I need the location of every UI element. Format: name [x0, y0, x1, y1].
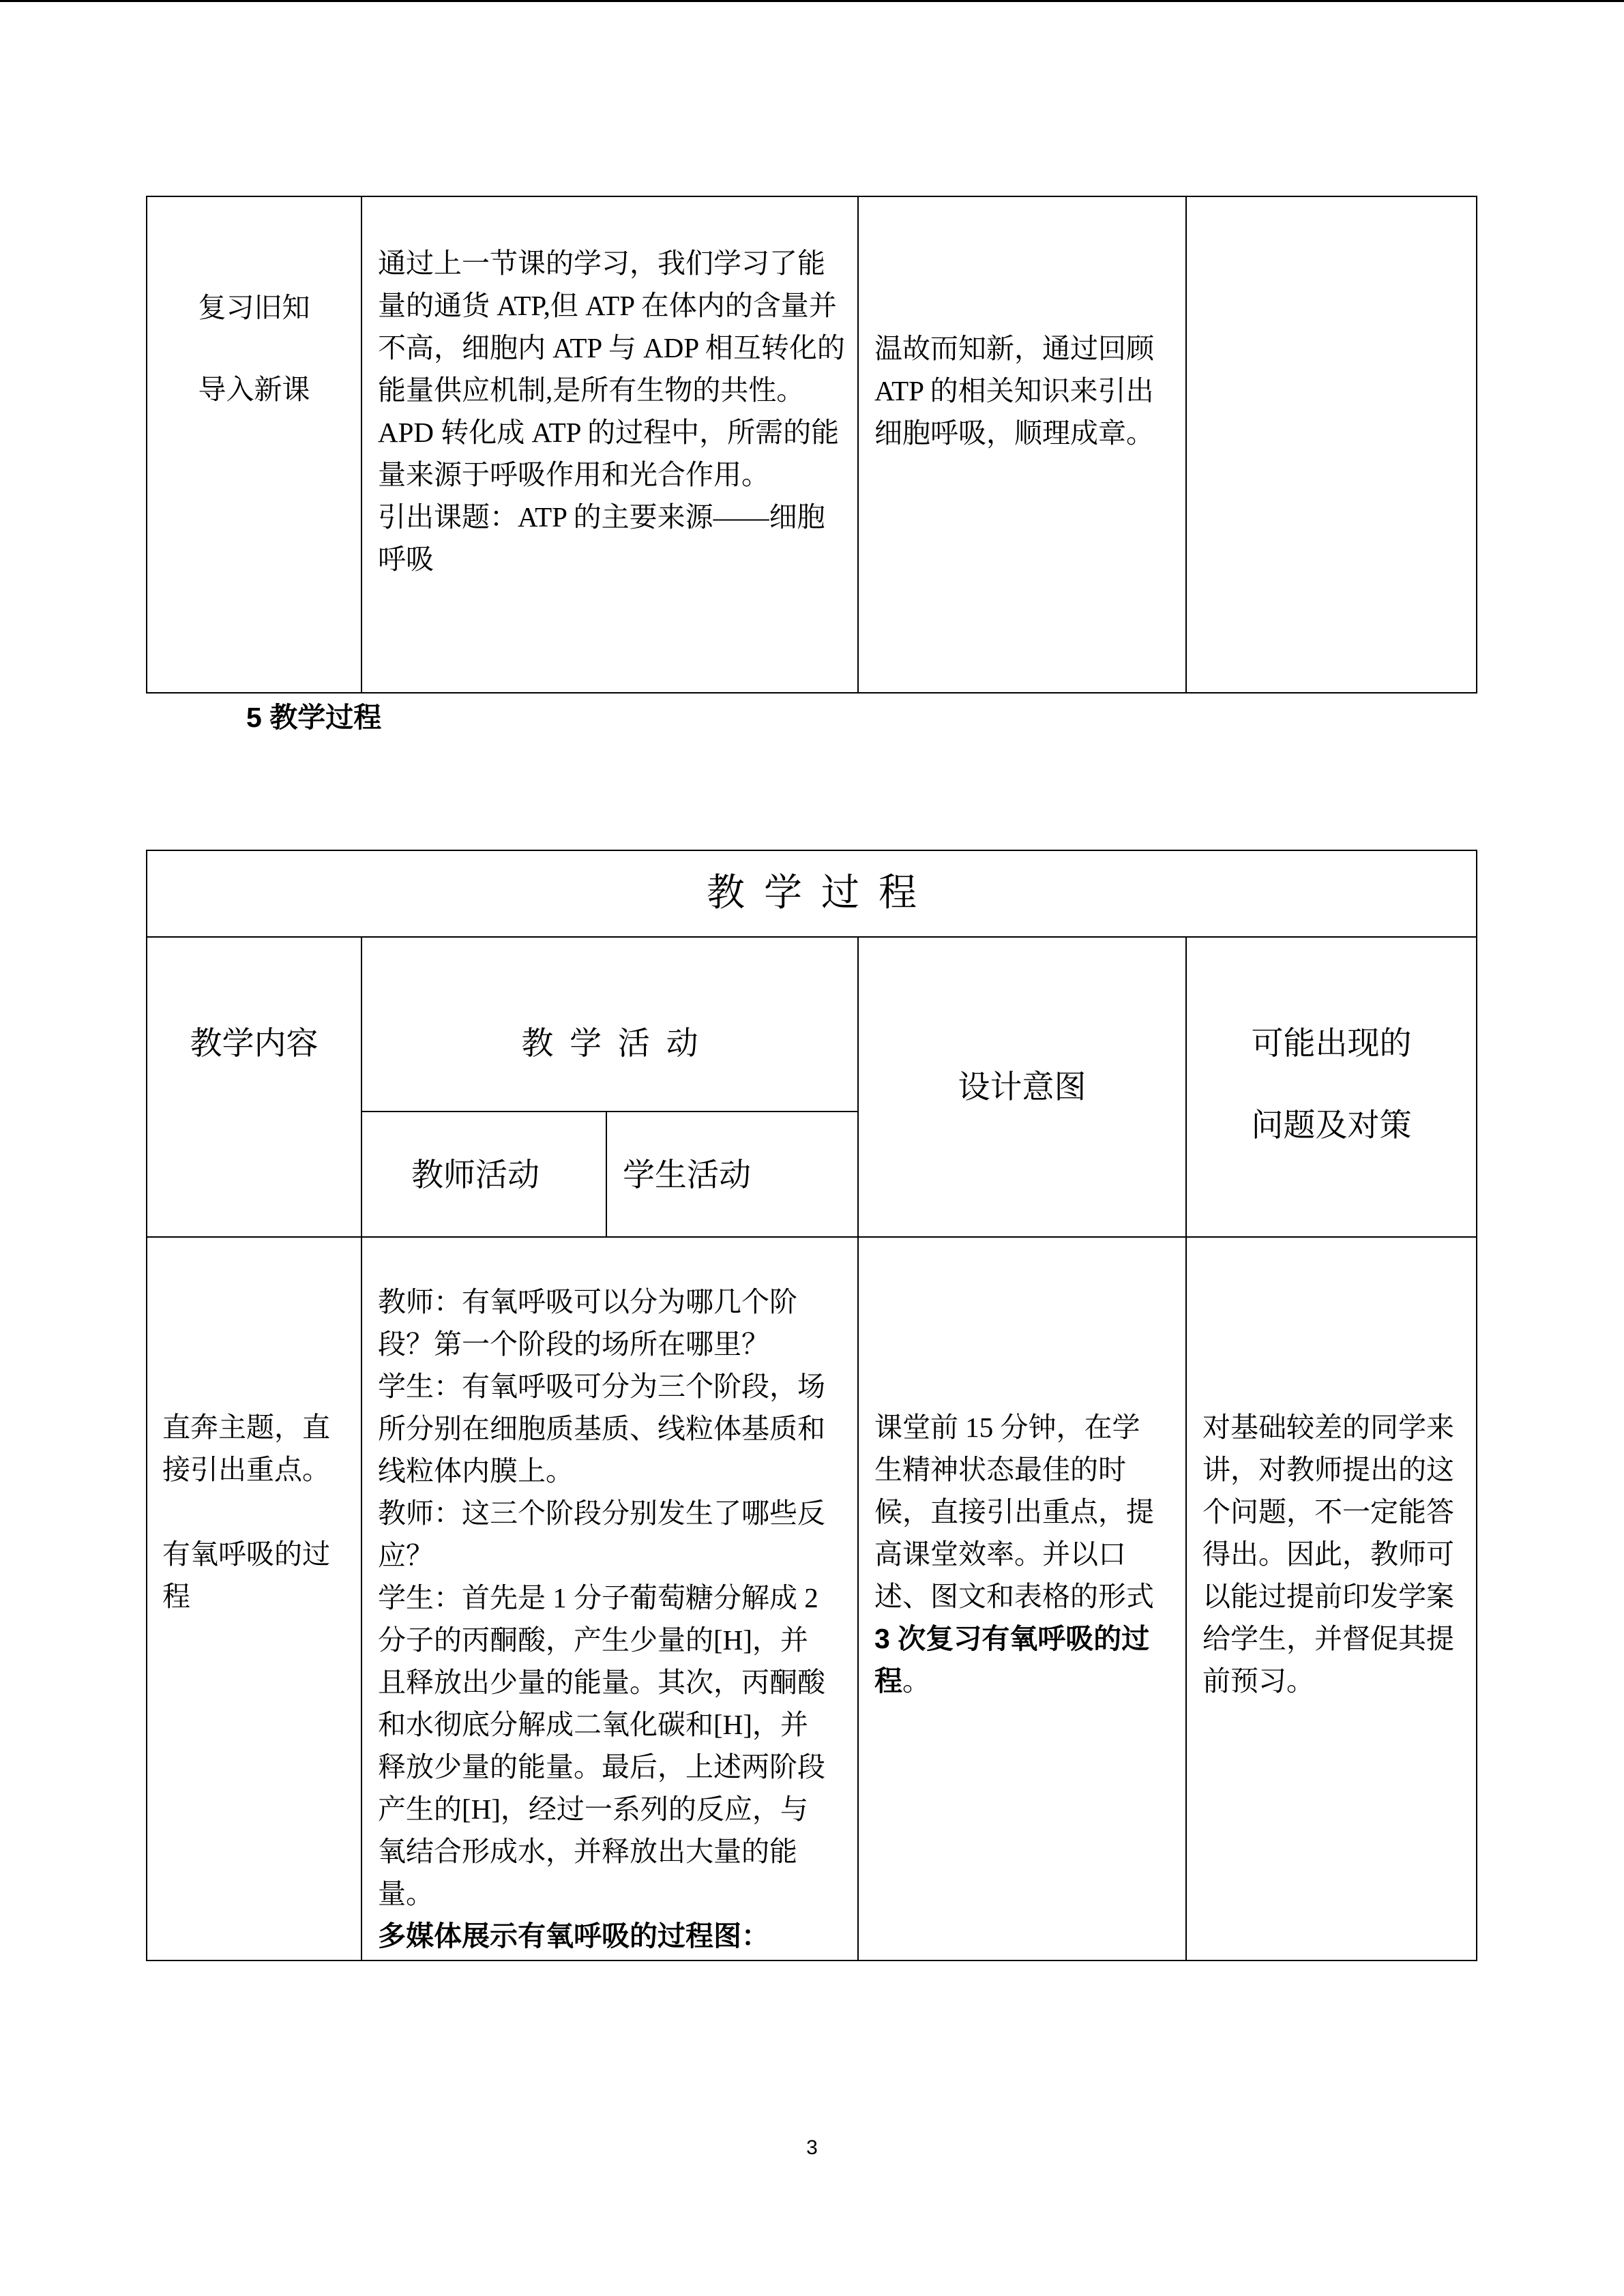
- bold-fragment: 程: [874, 1665, 902, 1697]
- header-student-activity: 学生活动: [623, 1158, 751, 1193]
- text-line: 通过上一节课的学习，我们学习了能: [378, 248, 825, 279]
- table1-col-divider: [1185, 196, 1187, 694]
- table1-left-border: [146, 196, 147, 694]
- text-line: 段？第一个阶段的场所在哪里？: [378, 1328, 769, 1360]
- table1-col-divider: [857, 196, 859, 694]
- text-line: 直奔主题，直: [162, 1412, 330, 1443]
- text-line: 得出。因此，教师可: [1202, 1538, 1454, 1570]
- blank-line: [162, 1491, 330, 1533]
- table2-left-border: [146, 850, 147, 1961]
- table2-subheader-divider: [361, 1111, 859, 1112]
- text-line: 教师：这三个阶段分别发生了哪些反: [378, 1497, 825, 1529]
- text-line: 能量供应机制,是所有生物的共性。: [378, 374, 805, 406]
- text-line: [874, 1660, 1154, 1702]
- page-top-rule: [0, 0, 1624, 2]
- text-line: ATP 的相关知识来引出: [874, 375, 1154, 406]
- table1-right-border: [1476, 196, 1477, 694]
- table1-top-border: [146, 196, 1477, 197]
- section-heading: 5 教学过程: [246, 702, 382, 733]
- table2-row-divider: [146, 1236, 1477, 1238]
- text-line: 对基础较差的同学来: [1202, 1412, 1454, 1443]
- table2-col-divider: [1185, 936, 1187, 1961]
- row-content-cell: [162, 1406, 330, 1617]
- row-activity-cell: [378, 1281, 825, 1957]
- header-design-intent: 设计意图: [958, 1070, 1087, 1105]
- text-line: 个问题，不一定能答: [1202, 1496, 1454, 1527]
- text-line: 高课堂效率。并以口: [874, 1538, 1126, 1570]
- table2-col-divider: [361, 936, 362, 1961]
- text-line: 量。: [378, 1878, 434, 1909]
- text-line: 分子的丙酮酸，产生少量的[H]，并: [378, 1624, 808, 1656]
- text-line: 程: [162, 1581, 190, 1612]
- text-line: 和水彻底分解成二氧化碳和[H]，并: [378, 1709, 808, 1740]
- table1-bottom-border: [146, 692, 1477, 694]
- text-line: 产生的[H]，经过一系列的反应，与: [378, 1793, 808, 1825]
- text-line: 温故而知新，通过回顾: [874, 333, 1154, 364]
- text-line: 学生：有氧呼吸可分为三个阶段，场: [378, 1371, 825, 1402]
- text-line: 接引出重点。: [162, 1454, 330, 1485]
- text-line: 以能过提前印发学案: [1202, 1581, 1454, 1612]
- text-line: 引出课题：ATP 的主要来源——细胞: [378, 501, 825, 533]
- text-line: 讲，对教师提出的这: [1202, 1454, 1454, 1485]
- text-line: 前预习。: [1202, 1665, 1314, 1697]
- text-line: 且释放出少量的能量。其次，丙酮酸: [378, 1667, 825, 1698]
- table1-content-line: 导入新课: [198, 374, 310, 405]
- text-line: 有氧呼吸的过: [162, 1538, 330, 1570]
- text-line: 给学生，并督促其提: [1202, 1623, 1454, 1654]
- text-line: 线粒体内膜上。: [378, 1455, 574, 1487]
- text-line: APD 转化成 ATP 的过程中，所需的能: [378, 417, 840, 448]
- text-line: 所分别在细胞质基质、线粒体基质和: [378, 1413, 825, 1444]
- text-line: 述、图文和表格的形式: [874, 1581, 1154, 1612]
- text-line: 量来源于呼吸作用和光合作用。: [378, 459, 769, 490]
- header-problems-line: 问题及对策: [1251, 1108, 1412, 1144]
- text-line: 释放少量的能量。最后，上述两阶段: [378, 1751, 825, 1783]
- header-content: 教学内容: [190, 1026, 319, 1062]
- text-line-bold: 3 次复习有氧呼吸的过: [874, 1623, 1150, 1654]
- text-line: 教师：有氧呼吸可以分为哪几个阶: [378, 1286, 797, 1317]
- header-activity: 教 学 活 动: [521, 1026, 698, 1062]
- table2-right-border: [1476, 850, 1477, 1961]
- text-line: 学生：首先是 1 分子葡萄糖分解成 2: [378, 1582, 818, 1613]
- text-line: 氧结合形成水，并释放出大量的能: [378, 1836, 797, 1867]
- table2-row-divider: [146, 936, 1477, 938]
- table1-col-divider: [361, 196, 362, 694]
- table2-top-border: [146, 850, 1477, 851]
- table2-bottom-border: [146, 1960, 1477, 1961]
- header-problems-line: 可能出现的: [1251, 1026, 1412, 1062]
- text-line: 呼吸: [378, 543, 434, 575]
- row-problems-cell: [1202, 1406, 1454, 1702]
- multimedia-caption: 多媒体展示有氧呼吸的过程图：: [378, 1920, 769, 1952]
- page-number: 3: [806, 2136, 818, 2159]
- text-line: 不高，细胞内 ATP 与 ADP 相互转化的: [378, 332, 845, 363]
- table2-title: 教 学 过 程: [707, 872, 917, 914]
- text-line: 量的通货 ATP,但 ATP 在体内的含量并: [378, 290, 837, 321]
- row-intent-cell: [874, 1406, 1154, 1702]
- text-fragment: 。: [902, 1665, 930, 1697]
- text-line: 课堂前 15 分钟，在学: [874, 1412, 1140, 1443]
- table1-activity-cell: [378, 242, 845, 580]
- text-line: 应？: [378, 1540, 434, 1571]
- table1-content-line: 复习旧知: [198, 292, 310, 323]
- text-line: 细胞呼吸，顺理成章。: [874, 417, 1154, 449]
- text-line: 候，直接引出重点，提: [874, 1496, 1154, 1527]
- table1-intent-cell: [874, 327, 1154, 454]
- header-teacher-activity: 教师活动: [411, 1158, 540, 1193]
- table2-subcol-divider: [606, 1111, 607, 1238]
- text-line: 生精神状态最佳的时: [874, 1454, 1126, 1485]
